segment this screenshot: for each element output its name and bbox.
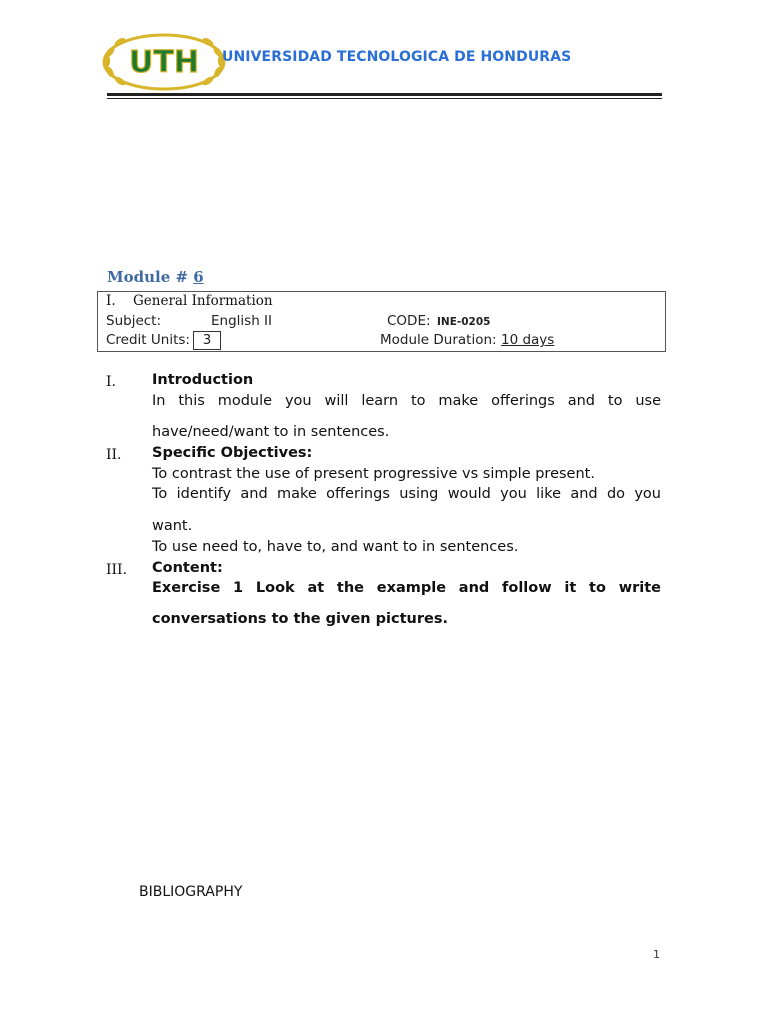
laurel-wreath-icon xyxy=(100,30,228,92)
credit-units-label: Credit Units: xyxy=(106,332,190,348)
section-numeral: I. xyxy=(106,374,116,390)
objective-line: want. xyxy=(152,518,193,534)
logo-text: UTH xyxy=(129,45,199,80)
subject-value: English II xyxy=(211,313,273,329)
page-number: 1 xyxy=(653,948,660,961)
objective-line: To contrast the use of present progressive vs simple present. xyxy=(152,466,595,482)
introduction-line: have/need/want to in sentences. xyxy=(152,424,390,440)
module-title xyxy=(107,268,204,286)
credit-units-value: 3 xyxy=(193,331,221,350)
general-info-title: General Information xyxy=(133,293,273,309)
introduction-line: In this module you will learn to make offerings and to use xyxy=(152,393,661,409)
code-label: CODE: xyxy=(387,313,431,329)
code-value: INE-0205 xyxy=(437,316,491,328)
exercise-line: conversations to the given pictures. xyxy=(152,611,449,627)
exercise-line: Exercise 1 Look at the example and follow it to write xyxy=(152,580,661,596)
section-title-objectives: Specific Objectives: xyxy=(152,445,313,461)
subject-label: Subject: xyxy=(106,313,162,329)
header-rule-thick xyxy=(107,93,662,96)
section-numeral: II. xyxy=(106,447,122,463)
module-duration-label: Module Duration: xyxy=(380,332,497,348)
section-title-content: Content: xyxy=(152,560,223,576)
header-rule-thin xyxy=(107,98,662,99)
section-title-introduction: Introduction xyxy=(152,372,254,388)
objective-line: To use need to, have to, and want to in sentences. xyxy=(152,539,519,555)
module-label: Module # xyxy=(107,268,194,286)
section-numeral: III. xyxy=(106,562,128,578)
university-name: UNIVERSIDAD TECNOLOGICA DE HONDURAS xyxy=(222,49,572,65)
module-number: 6 xyxy=(193,268,204,286)
bibliography-heading: BIBLIOGRAPHY xyxy=(139,884,243,900)
module-duration-value: 10 days xyxy=(501,332,555,348)
objective-line: To identify and make offerings using would you like and do you xyxy=(152,486,661,502)
general-info-numeral: I. xyxy=(106,293,116,309)
uth-logo xyxy=(100,30,228,92)
